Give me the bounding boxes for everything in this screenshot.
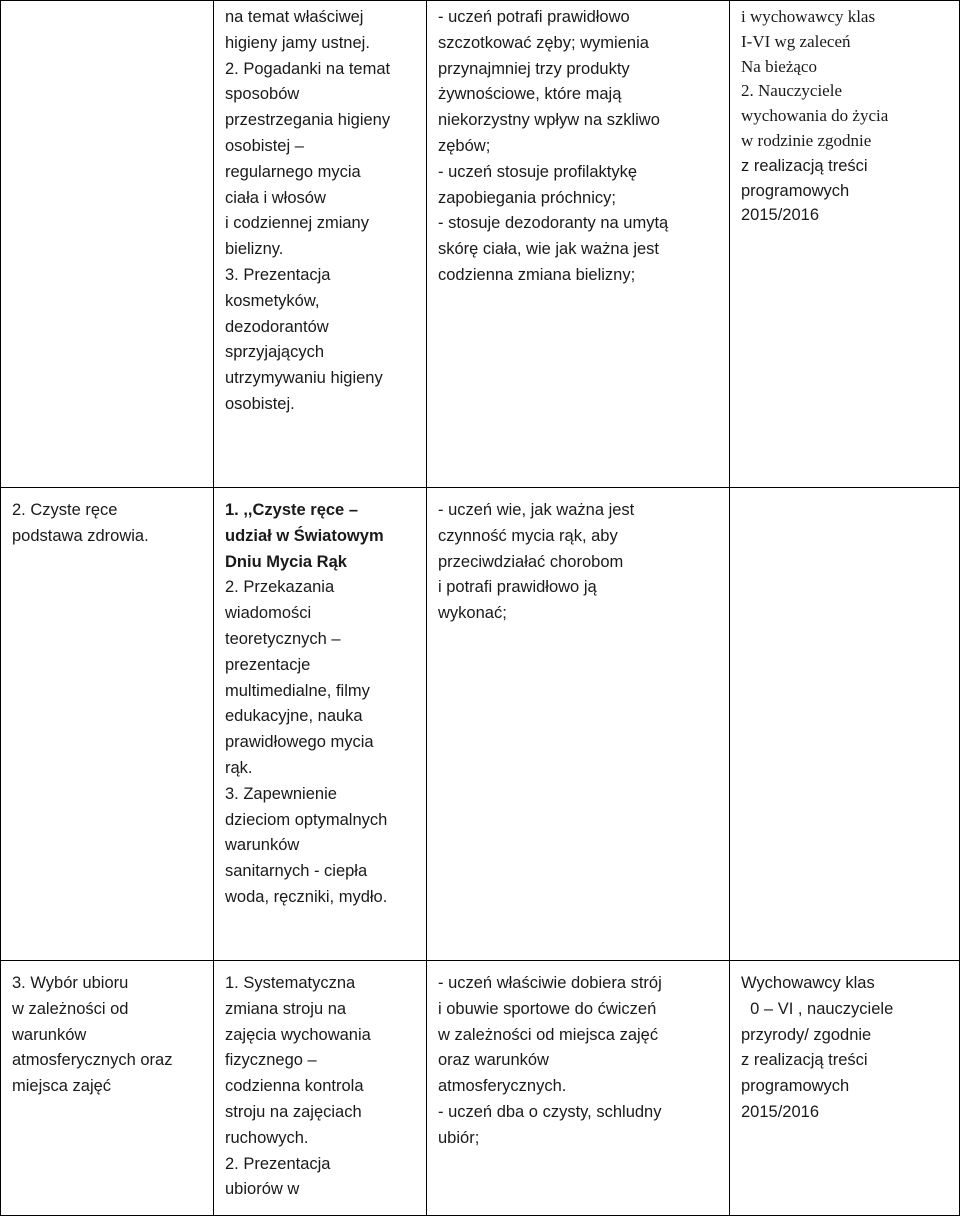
text-line: z realizacją treści <box>741 156 868 175</box>
text-line: prezentacje <box>225 655 311 674</box>
text-line: w zależności od <box>12 999 129 1018</box>
text-line: edukacyjne, nauka <box>225 707 363 726</box>
text-line: i potrafi prawidłowo ją <box>438 578 597 597</box>
activities-cell <box>214 961 427 1216</box>
text-line: żywnościowe, które mają <box>438 85 622 104</box>
text-line: osobistej. <box>225 394 295 413</box>
event-title-line: udział w Światowym <box>225 526 384 545</box>
text-line: utrzymywaniu higieny <box>225 369 383 388</box>
text-line: - uczeń stosuje profilaktykę <box>438 162 638 181</box>
outcomes-cell <box>427 961 730 1216</box>
topic-cell <box>1 488 214 961</box>
text-line: przynajmniej trzy produkty <box>438 59 630 78</box>
responsible-cell <box>730 488 960 961</box>
text-line: bielizny. <box>225 240 284 259</box>
text-line: - uczeń dba o czysty, schludny <box>438 1102 662 1121</box>
text-line: 0 – VI , nauczyciele <box>741 999 894 1018</box>
outcomes-cell <box>427 488 730 961</box>
text-line: oraz warunków <box>438 1051 549 1070</box>
text-line: miejsca zajęć <box>12 1077 112 1096</box>
text-line: Wychowawcy klas <box>741 974 875 992</box>
text-line: w rodzinie zgodnie <box>741 130 872 150</box>
text-line: na temat właściwej <box>225 8 364 26</box>
text-line: i wychowawcy klas <box>741 7 876 26</box>
text-line: zmiana stroju na <box>225 999 347 1018</box>
text-line: - uczeń potrafi prawidłowo <box>438 8 630 26</box>
text-line: sprzyjających <box>225 343 325 362</box>
text-line: 2. Prezentacja <box>225 1154 331 1173</box>
text-line: 2. Przekazania <box>225 578 335 597</box>
text-line: 2015/2016 <box>741 206 819 225</box>
text-line: osobistej – <box>225 136 304 155</box>
activities-cell <box>214 1 427 488</box>
text-line: codzienna zmiana bielizny; <box>438 265 636 284</box>
text-line: regularnego mycia <box>225 162 361 181</box>
text-line: zajęcia wychowania <box>225 1025 371 1044</box>
text-line: ubiór; <box>438 1128 480 1147</box>
text-line: programowych <box>741 1077 850 1096</box>
text-line: woda, ręczniki, mydło. <box>225 887 388 906</box>
text-line: z realizacją treści <box>741 1051 868 1070</box>
text-line: zębów; <box>438 136 491 155</box>
text-line: skórę ciała, wie jak ważna jest <box>438 240 660 259</box>
event-title-line: Dniu Mycia Rąk <box>225 552 347 571</box>
text-line: fizycznego – <box>225 1051 317 1070</box>
topic-cell <box>1 1 214 488</box>
text-line: w zależności od miejsca zajęć <box>438 1025 659 1044</box>
text-line: przeciwdziałać chorobom <box>438 552 624 571</box>
responsible-cell <box>730 961 960 1216</box>
responsible-cell <box>730 1 960 488</box>
text-line: rąk. <box>225 758 253 777</box>
text-line: przyrody/ zgodnie <box>741 1025 872 1044</box>
text-line: kosmetyków, <box>225 291 320 310</box>
event-title-line: 1. ,,Czyste ręce – <box>225 501 358 519</box>
text-line: - uczeń właściwie dobiera strój <box>438 974 662 992</box>
text-line: programowych <box>741 181 850 200</box>
activities-cell <box>214 488 427 961</box>
text-line: wiadomości <box>225 604 312 623</box>
text-line: stroju na zajęciach <box>225 1102 362 1121</box>
text-line: ubiorów w <box>225 1180 300 1199</box>
text-line: przestrzegania higieny <box>225 111 391 130</box>
text-line: 2015/2016 <box>741 1102 819 1121</box>
text-line: podstawa zdrowia. <box>12 526 149 545</box>
text-line: 2. Nauczyciele <box>741 81 842 101</box>
text-line: - uczeń wie, jak ważna jest <box>438 501 635 519</box>
text-line: 3. Zapewnienie <box>225 784 337 803</box>
text-line: 3. Wybór ubioru <box>12 974 129 992</box>
text-line: wychowania do życia <box>741 106 889 126</box>
text-line: prawidłowego mycia <box>225 733 374 752</box>
text-line: 1. Systematyczna <box>225 974 356 992</box>
text-line: 2. Czyste ręce <box>12 501 118 519</box>
text-line: ciała i włosów <box>225 188 326 207</box>
text-line: warunków <box>225 836 300 855</box>
text-line: teoretycznych – <box>225 629 341 648</box>
text-line: 2. Pogadanki na temat <box>225 59 391 78</box>
text-line: I-VI wg zaleceń <box>741 31 851 51</box>
text-line: niekorzystny wpływ na szkliwo <box>438 111 660 130</box>
table-row <box>1 1 960 488</box>
text-line: dezodorantów <box>225 317 329 336</box>
text-line: i codziennej zmiany <box>225 214 369 233</box>
text-line: czynność mycia rąk, aby <box>438 526 618 545</box>
text-line: i obuwie sportowe do ćwiczeń <box>438 999 657 1018</box>
table-row <box>1 488 960 961</box>
text-line: 3. Prezentacja <box>225 265 331 284</box>
text-line: sanitarnych - ciepła <box>225 862 368 881</box>
text-line: multimedialne, filmy <box>225 681 370 700</box>
text-line: sposobów <box>225 85 300 104</box>
text-line: - stosuje dezodoranty na umytą <box>438 214 669 233</box>
text-line: ruchowych. <box>225 1128 309 1147</box>
text-line: zapobiegania próchnicy; <box>438 188 616 207</box>
topic-cell <box>1 961 214 1216</box>
outcomes-cell <box>427 1 730 488</box>
text-line: codzienna kontrola <box>225 1077 364 1096</box>
text-line: warunków <box>12 1025 87 1044</box>
text-line: dzieciom optymalnych <box>225 810 388 829</box>
text-line: wykonać; <box>438 604 507 623</box>
text-line: higieny jamy ustnej. <box>225 33 370 52</box>
text-line: atmosferycznych oraz <box>12 1051 173 1070</box>
table-row <box>1 961 960 1216</box>
text-line: szczotkować zęby; wymienia <box>438 33 649 52</box>
text-line: atmosferycznych. <box>438 1077 567 1096</box>
text-line: Na bieżąco <box>741 56 817 76</box>
